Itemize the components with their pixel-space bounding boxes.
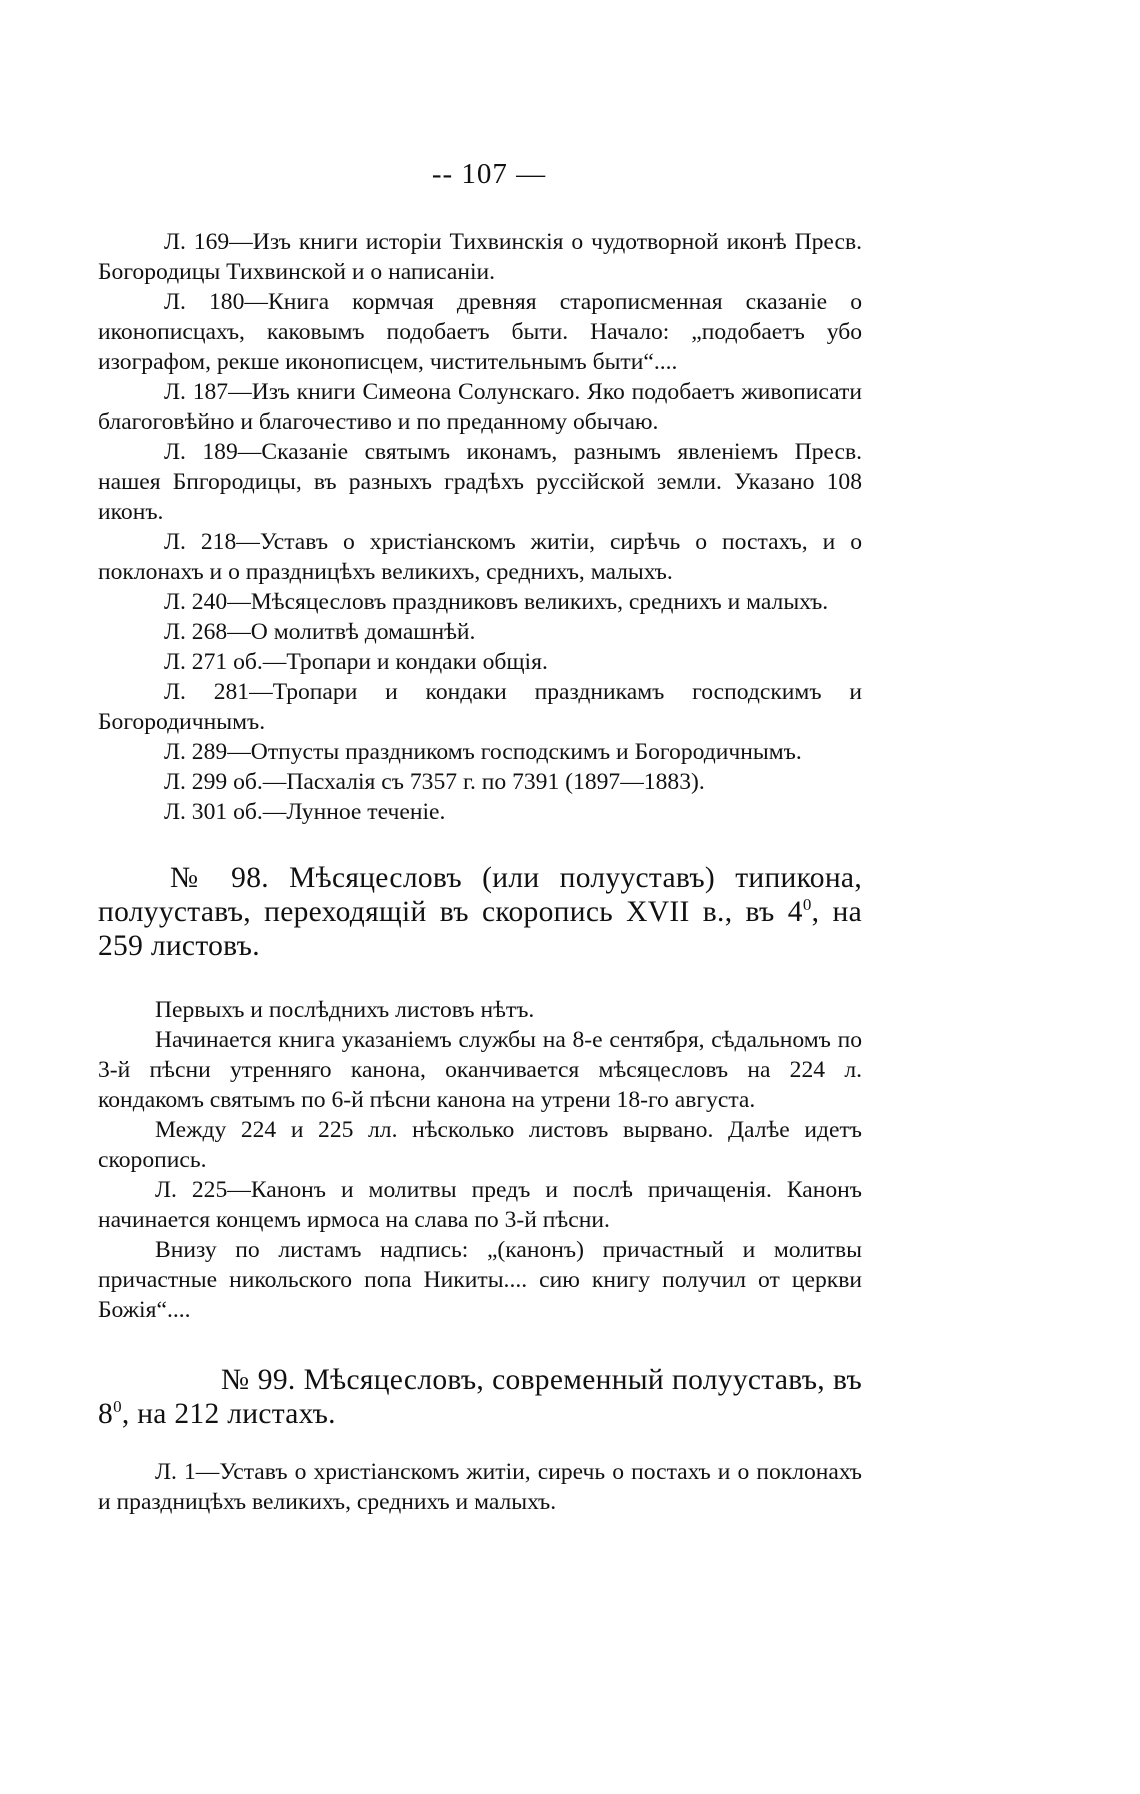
section-98-body — [98, 995, 862, 1325]
entry-l271: Л. 271 об.—Тропари и кондаки общія. — [164, 649, 548, 675]
section-98-paragraph: Между 224 и 225 лл. нѣсколько листовъ вырвано. Далѣе идетъ скоропись. — [98, 1117, 862, 1173]
entry-l289: Л. 289—Отпусты праздникомъ господскимъ и Богородичнымъ. — [164, 739, 802, 765]
section-99-heading-main: № 99. Мѣсяцесловъ, современный полууставъ, въ 8 — [98, 1364, 862, 1430]
section-98-heading — [98, 861, 862, 963]
entry-l169: Л. 169—Изъ книги исторіи Тихвинскія о чудотворной иконѣ Пресв. Богородицы Тихвинской и о написаніи. — [98, 229, 862, 285]
entry-l240: Л. 240—Мѣсяцесловъ праздниковъ великихъ, среднихъ и малыхъ. — [164, 589, 829, 615]
entry-l281: Л. 281—Тропари и кондаки праздникамъ господскимъ и Богородичнымъ. — [98, 679, 862, 735]
entry-l189: Л. 189—Сказаніе святымъ иконамъ, разнымъ явленіемъ Пресв. нашея Бпгородицы, въ разныхъ градѣхъ руссійской земли. Указано 108 иконъ. — [98, 439, 862, 525]
section-99-heading — [98, 1363, 862, 1431]
document-page — [98, 158, 862, 1517]
section-99-heading-sup: 0 — [113, 1397, 122, 1417]
entry-l187: Л. 187—Изъ книги Симеона Солунскаго. Яко подобаетъ живописати благоговѣйно и благочестиво и по преданному обычаю. — [98, 379, 862, 435]
section-98-heading-main: № 98. Мѣсяцесловъ (или полууставъ) типикона, полууставъ, переходящій въ скоропись XVII в., въ 4 — [98, 862, 862, 928]
page-number: -- 107 — — [431, 158, 547, 190]
entry-l218: Л. 218—Уставъ о христіанскомъ житіи, сирѣчь о постахъ, и о поклонахъ и о праздницѣхъ великихъ, среднихъ, малыхъ. — [98, 529, 862, 585]
section-98-heading-sup: 0 — [802, 895, 812, 915]
section-98-paragraph: Внизу по листамъ надпись: „(канонъ) причастный и молитвы причастные никольского попа Никиты.... сию книгу получил от церкви Божія“.... — [98, 1237, 862, 1323]
section-99-paragraph: Л. 1—Уставъ о христіанскомъ житіи, сиречь о постахъ и о поклонахъ и праздницѣхъ великихъ, среднихъ и малыхъ. — [98, 1459, 862, 1515]
section-98-paragraph: Первыхъ и послѣднихъ листовъ нѣтъ. — [155, 997, 535, 1023]
section-98-heading-tail: , на 259 листовъ. — [98, 896, 862, 962]
section-99-body — [98, 1457, 862, 1517]
entry-l180: Л. 180—Книга кормчая древняя старописменная сказаніе о иконописцахъ, каковымъ подобаетъ быти. Начало: „подобаетъ убо изографом, рекше иконописцем, чистительнымъ быти“.... — [98, 289, 862, 375]
entry-l299: Л. 299 об.—Пасхалія съ 7357 г. по 7391 (1897—1883). — [164, 769, 705, 795]
entry-l268: Л. 268—О молитвѣ домашнѣй. — [164, 619, 476, 645]
section-98-paragraph: Начинается книга указаніемъ службы на 8-е сентября, сѣдальномъ по 3-й пѣсни утренняго канона, оканчивается мѣсяцесловъ на 224 л. кондакомъ святымъ по 6-й пѣсни канона на утрени 18-го августа. — [98, 1027, 862, 1113]
section-98-paragraph: Л. 225—Канонъ и молитвы предъ и послѣ причащенія. Канонъ начинается концемъ ирмоса на слава по 3-й пѣсни. — [98, 1177, 862, 1233]
entry-l301: Л. 301 об.—Лунное теченіе. — [164, 799, 446, 825]
section-99-heading-tail: , на 212 листахъ. — [121, 1398, 336, 1430]
entries-list-top — [98, 227, 862, 827]
